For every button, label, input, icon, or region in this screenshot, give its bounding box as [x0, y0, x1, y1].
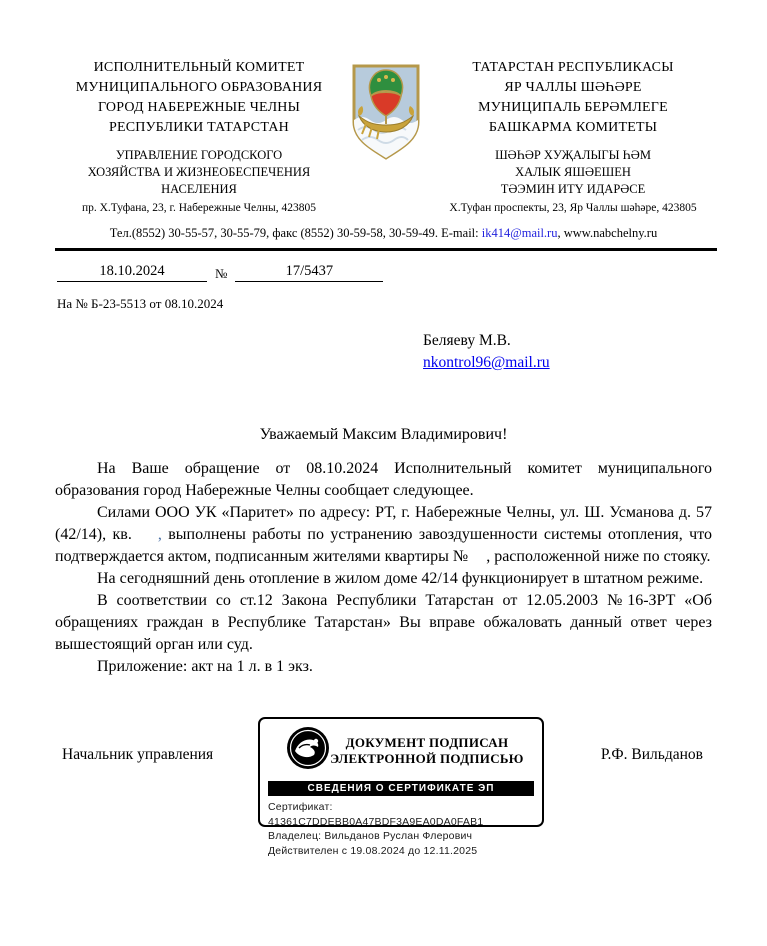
stamp-title-line: ДОКУМЕНТ ПОДПИСАН: [345, 734, 509, 750]
redaction-comma: ,: [157, 526, 162, 543]
dept-line: ХОЗЯЙСТВА И ЖИЗНЕОБЕСПЕЧЕНИЯ: [87, 165, 311, 179]
tatarstan-emblem-icon: [286, 726, 330, 775]
org-line: ЯР ЧАЛЛЫ ШӘҺӘРЕ: [504, 80, 642, 95]
org-line: ГОРОД НАБЕРЕЖНЫЕ ЧЕЛНЫ: [97, 100, 301, 115]
org-block-tatar: [429, 58, 717, 216]
body-text-segment: Силами ООО УК «Паритет» по адресу: РТ, г. Набережные Челны, ул. Ш. Усманова д. 57 (42/14), кв.: [55, 504, 712, 543]
digital-signature-stamp: [258, 717, 544, 857]
body-paragraph: Приложение: акт на 1 л. в 1 экз.: [97, 658, 313, 675]
org-address-russian: пр. Х.Туфана, 23, г. Набережные Челны, 423805: [81, 202, 317, 214]
number-sign: №: [215, 266, 228, 281]
body-paragraph: На сегодняшний день отопление в жилом доме 42/14 функционирует в штатном режиме.: [97, 570, 704, 587]
org-block-russian: [55, 58, 343, 216]
contact-site: , www.nabchelny.ru: [557, 226, 658, 240]
org-email-link[interactable]: ik414@mail.ru: [481, 226, 558, 240]
letter-body: [55, 458, 712, 678]
body-text-segment: выполнены работы по устранению завоздушенности системы отопления, что подтверждается актом, подписанным жителями квартиры №: [55, 526, 712, 565]
body-paragraph: На Ваше обращение от 08.10.2024 Исполнительный комитет муниципального образования город Набережные Челны сообщает следующее.: [55, 460, 712, 499]
dept-name-tatar: [429, 147, 717, 198]
signature-zone: [0, 714, 767, 894]
dept-line: УПРАВЛЕНИЕ ГОРОДСКОГО: [115, 148, 283, 162]
org-name-russian: [55, 58, 343, 138]
recipient-block: [423, 330, 767, 374]
signer-position: Начальник управления: [62, 746, 214, 763]
stamp-owner: Владелец: Вильданов Руслан Флерович: [268, 830, 473, 842]
org-line: ИСПОЛНИТЕЛЬНЫЙ КОМИТЕТ: [93, 60, 305, 75]
dept-line: ШӘҺӘР ХУҖАЛЫГЫ ҺӘМ: [495, 148, 651, 162]
recipient-name: Беляеву М.В.: [423, 332, 511, 349]
recipient-email-link[interactable]: nkontrol96@mail.ru: [423, 354, 550, 371]
org-name-tatar: [429, 58, 717, 138]
org-line: БАШКАРМА КОМИТЕТЫ: [488, 120, 658, 135]
salutation: Уважаемый Максим Владимирович!: [259, 426, 508, 443]
stamp-details: [268, 800, 534, 858]
org-line: РЕСПУБЛИКИ ТАТАРСТАН: [108, 120, 289, 135]
org-line: МУНИЦИПАЛЬ БЕРӘМЛЕГЕ: [478, 100, 668, 115]
org-line: МУНИЦИПАЛЬНОГО ОБРАЗОВАНИЯ: [75, 80, 323, 95]
stamp-title-line: ЭЛЕКТРОННОЙ ПОДПИСЬЮ: [330, 750, 524, 766]
body-text-segment: , расположенной ниже по стояку.: [486, 548, 711, 565]
letterhead: [55, 58, 717, 216]
dept-line: ТӘЭМИН ИТҮ ИДАРӘСЕ: [500, 182, 646, 196]
org-address-tatar: Х.Туфан проспекты, 23, Яр Чаллы шәһәре, 423805: [449, 202, 697, 214]
stamp-validity: Действителен с 19.08.2024 до 12.11.2025: [268, 844, 478, 857]
contact-line: [0, 226, 767, 241]
letter-number: 17/5437: [235, 263, 383, 282]
reference-line: На № Б-23-5513 от 08.10.2024: [57, 296, 224, 311]
letter-date: 18.10.2024: [57, 263, 207, 282]
stamp-certificate-number: Сертификат: 41361C7DDEBB0A47BDF3A9EA0DA0FAB1: [268, 801, 484, 828]
signer-name: Р.Ф. Вильданов: [600, 746, 703, 763]
stamp-certificate-bar: СВЕДЕНИЯ О СЕРТИФИКАТЕ ЭП: [268, 781, 534, 796]
stamp-title: [330, 735, 534, 767]
org-line: ТАТАРСТАН РЕСПУБЛИКАСЫ: [472, 60, 674, 75]
dept-line: НАСЕЛЕНИЯ: [161, 182, 237, 196]
stamp-header: [268, 726, 534, 775]
header-divider: [55, 248, 717, 251]
dept-line: ХАЛЫК ЯШӘЕШЕН: [515, 165, 631, 179]
date-number-row: [57, 263, 767, 282]
dept-name-russian: [55, 147, 343, 198]
coat-of-arms-icon: [343, 58, 429, 162]
body-paragraph: В соответствии со ст.12 Закона Республики Татарстан от 12.05.2003 №16-ЗРТ «Об обращениях граждан в Республике Татарстан» Вы вправе обжаловать данный ответ через вышестоящий орган или суд.: [55, 592, 712, 653]
body-paragraph: [55, 502, 712, 568]
contact-phones: Тел.(8552) 30-55-57, 30-55-79, факс (8552) 30-59-58, 30-59-49. E-mail:: [109, 226, 482, 240]
